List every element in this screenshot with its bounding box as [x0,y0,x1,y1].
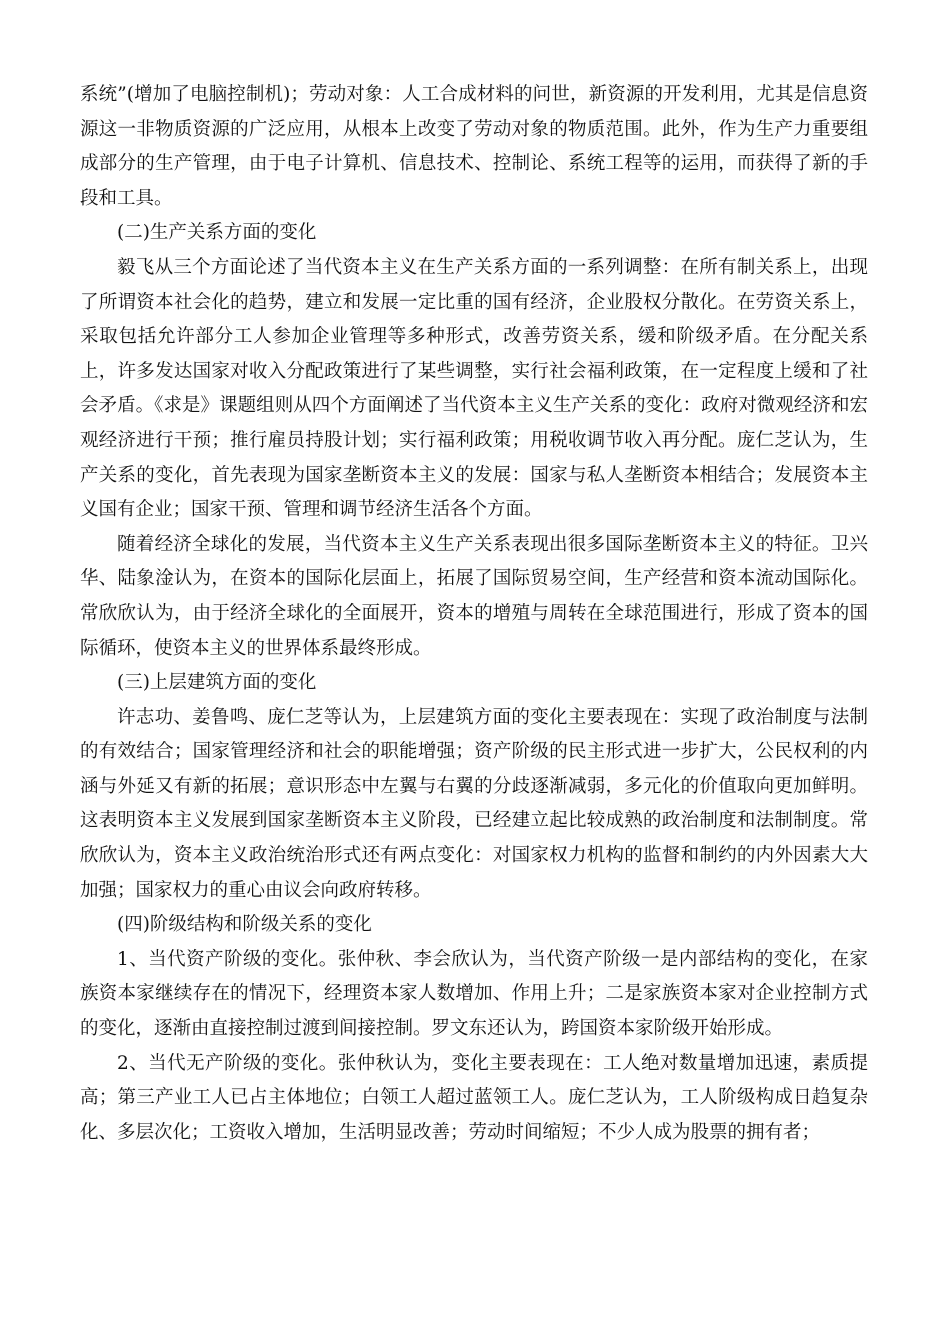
paragraph-bourgeoisie: 1、当代资产阶级的变化。张仲秋、李会欣认为，当代资产阶级一是内部结构的变化，在家族资本家继续存在的情况下，经理资本家人数增加、作用上升；二是家族资本家对企业控制方式的变化，逐渐由直接控制过渡到间接控制。罗文东还认为，跨国资本家阶级开始形成。 [80,948,868,1040]
paragraph-production-relations-adjustments: 毅飞从三个方面论述了当代资本主义在生产关系方面的一系列调整：在所有制关系上，出现了所谓资本社会化的趋势，建立和发展一定比重的国有经济，企业股权分散化。在劳资关系上，采取包括允许部分工人参加企业管理等多种形式，改善劳资关系，缓和阶级矛盾。在分配关系上，许多发达国家对收入分配政策进行了某些调整，实行社会福利政策，在一定程度上缓和了社会矛盾。《求是》课题组则从四个方面阐述了当代资本主义生产关系的变化：政府对微观经济和宏观经济进行干预；推行雇员持股计划；实行福利政策；用税收调节收入再分配。庞仁芝认为，生产关系的变化，首先表现为国家垄断资本主义的发展：国家与私人垄断资本相结合；发展资本主义国有企业；国家干预、管理和调节经济生活各个方面。 [80,256,868,521]
section-heading-production-relations: (二)生产关系方面的变化 [117,222,317,244]
paragraph-globalization: 随着经济全球化的发展，当代资本主义生产关系表现出很多国际垄断资本主义的特征。卫兴华、陆象淦认为，在资本的国际化层面上，拓展了国际贸易空间，生产经营和资本流动国际化。常欣欣认为，由于经济全球化的全面展开，资本的增殖与周转在全球范围进行，形成了资本的国际循环，使资本主义的世界体系最终形成。 [80,533,868,659]
paragraph-proletariat: 2、当代无产阶级的变化。张仲秋认为，变化主要表现在：工人绝对数量增加迅速，素质提高；第三产业工人已占主体地位；白领工人超过蓝领工人。庞仁芝认为，工人阶级构成日趋复杂化、多层次化；工资收入增加，生活明显改善；劳动时间缩短；不少人成为股票的拥有者； [80,1052,868,1143]
section-heading-superstructure: (三)上层建筑方面的变化 [117,672,317,694]
paragraph-continued: 系统”(增加了电脑控制机)；劳动对象：人工合成材料的问世，新资源的开发利用，尤其是信息资源这一非物质资源的广泛应用，从根本上改变了劳动对象的物质范围。此外，作为生产力重要组成部分的生产管理，由于电子计算机、信息技术、控制论、系统工程等的运用，而获得了新的手段和工具。 [80,84,868,209]
paragraph-superstructure: 许志功、姜鲁鸣、庞仁芝等认为，上层建筑方面的变化主要表现在：实现了政治制度与法制的有效结合；国家管理经济和社会的职能增强；资产阶级的民主形式进一步扩大，公民权利的内涵与外延又有新的拓展；意识形态中左翼与右翼的分歧逐渐减弱，多元化的价值取向更加鲜明。这表明资本主义发展到国家垄断资本主义阶段，已经建立起比较成熟的政治制度和法制制度。常欣欣认为，资本主义政治统治形式还有两点变化：对国家权力机构的监督和制约的内外因素大大加强；国家权力的重心由议会向政府转移。 [80,706,868,901]
document-page [80,78,868,1150]
section-heading-class-structure: (四)阶级结构和阶级关系的变化 [117,914,372,936]
